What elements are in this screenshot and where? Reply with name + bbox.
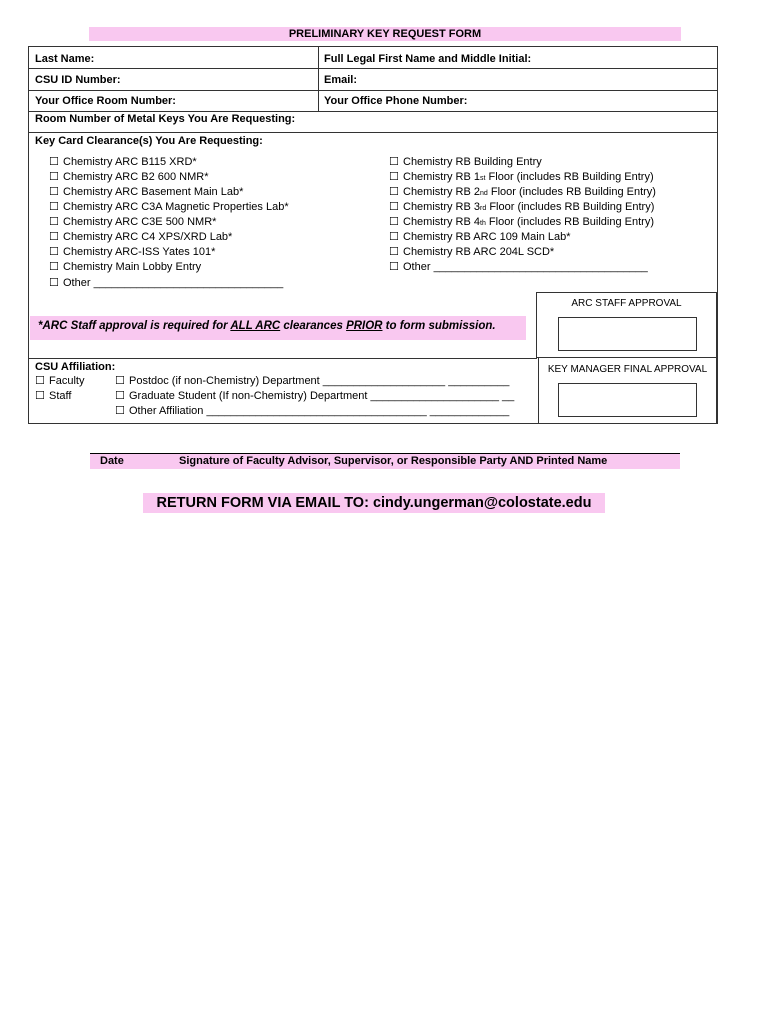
option-rb-entry[interactable]: ☐ Chemistry RB Building Entry: [389, 156, 542, 168]
office-room-label: Your Office Room Number:: [35, 95, 176, 107]
checkbox-icon: ☐: [49, 231, 59, 243]
divider: [29, 132, 717, 133]
checkbox-icon: ☐: [389, 171, 399, 183]
option-rb-arc204[interactable]: ☐ Chemistry RB ARC 204L SCD*: [389, 246, 555, 258]
arc-approval-notice: *ARC Staff approval is required for ALL ARC clearances PRIOR to form submission.: [30, 316, 526, 340]
checkbox-icon: ☐: [389, 186, 399, 198]
option-rb-3rd[interactable]: ☐ Chemistry RB 3rd Floor (includes RB Building Entry): [389, 201, 655, 213]
key-card-label: Key Card Clearance(s) You Are Requesting:: [35, 135, 263, 147]
option-arc-c4[interactable]: ☐ Chemistry ARC C4 XPS/XRD Lab*: [49, 231, 233, 243]
checkbox-icon: ☐: [115, 405, 125, 417]
option-other-affiliation[interactable]: ☐ Other Affiliation ____________________________________ _____________: [115, 405, 510, 417]
checkbox-icon: ☐: [49, 246, 59, 258]
csu-id-label: CSU ID Number:: [35, 74, 121, 86]
affiliation-label: CSU Affiliation:: [35, 361, 116, 373]
office-phone-label: Your Office Phone Number:: [324, 95, 468, 107]
checkbox-icon: ☐: [49, 201, 59, 213]
arc-staff-approval-label: ARC STAFF APPROVAL: [571, 298, 682, 309]
last-name-label: Last Name:: [35, 53, 95, 65]
checkbox-icon: ☐: [115, 390, 125, 402]
checkbox-icon: ☐: [115, 375, 125, 387]
checkbox-icon: ☐: [389, 261, 399, 273]
option-arc-iss[interactable]: ☐ Chemistry ARC-ISS Yates 101*: [49, 246, 216, 258]
checkbox-icon: ☐: [389, 231, 399, 243]
checkbox-icon: ☐: [49, 216, 59, 228]
checkbox-icon: ☐: [389, 246, 399, 258]
option-arc-c3e[interactable]: ☐ Chemistry ARC C3E 500 NMR*: [49, 216, 217, 228]
arc-staff-approval-field[interactable]: [558, 317, 697, 351]
key-manager-approval-box: [538, 358, 717, 424]
checkbox-icon: ☐: [49, 186, 59, 198]
option-arc-b2[interactable]: ☐ Chemistry ARC B2 600 NMR*: [49, 171, 209, 183]
option-arc-basement[interactable]: ☐ Chemistry ARC Basement Main Lab*: [49, 186, 244, 198]
checkbox-icon: ☐: [35, 375, 45, 387]
option-other-left[interactable]: ☐ Other _______________________________: [49, 277, 284, 289]
option-arc-c3a[interactable]: ☐ Chemistry ARC C3A Magnetic Properties Lab*: [49, 201, 289, 213]
divider: [29, 68, 717, 69]
option-other-right[interactable]: ☐ Other ___________________________________: [389, 261, 648, 273]
signature-label: Signature of Faculty Advisor, Supervisor, or Responsible Party AND Printed Name: [179, 455, 608, 467]
checkbox-icon: ☐: [49, 261, 59, 273]
checkbox-icon: ☐: [389, 201, 399, 213]
return-form-instruction: RETURN FORM VIA EMAIL TO: cindy.ungerman@colostate.edu: [143, 493, 605, 513]
date-label: Date: [100, 455, 124, 467]
checkbox-icon: ☐: [35, 390, 45, 402]
option-rb-1st[interactable]: ☐ Chemistry RB 1st Floor (includes RB Building Entry): [389, 171, 654, 183]
option-arc-b115[interactable]: ☐ Chemistry ARC B115 XRD*: [49, 156, 197, 168]
email-label: Email:: [324, 74, 358, 86]
checkbox-icon: ☐: [389, 156, 399, 168]
arc-staff-approval-box: [536, 292, 717, 358]
option-rb-arc109[interactable]: ☐ Chemistry RB ARC 109 Main Lab*: [389, 231, 571, 243]
metal-keys-label: Room Number of Metal Keys You Are Requesting:: [35, 113, 296, 125]
form-title: PRELIMINARY KEY REQUEST FORM: [89, 27, 681, 41]
checkbox-icon: ☐: [389, 216, 399, 228]
divider: [29, 358, 537, 359]
checkbox-icon: ☐: [49, 277, 59, 289]
option-grad-student[interactable]: ☐ Graduate Student (If non-Chemistry) Department _____________________ __: [115, 390, 515, 402]
column-divider: [318, 47, 319, 111]
option-staff[interactable]: ☐ Staff: [35, 390, 72, 402]
key-manager-approval-field[interactable]: [558, 383, 697, 417]
option-faculty[interactable]: ☐ Faculty: [35, 375, 85, 387]
key-manager-approval-label: KEY MANAGER FINAL APPROVAL: [547, 364, 708, 375]
option-rb-4th[interactable]: ☐ Chemistry RB 4th Floor (includes RB Building Entry): [389, 216, 654, 228]
option-postdoc[interactable]: ☐ Postdoc (if non-Chemistry) Department ____________________ __________: [115, 375, 510, 387]
option-main-lobby[interactable]: ☐ Chemistry Main Lobby Entry: [49, 261, 202, 273]
first-name-label: Full Legal First Name and Middle Initial:: [324, 53, 532, 65]
checkbox-icon: ☐: [49, 156, 59, 168]
signature-caption: [90, 454, 680, 469]
checkbox-icon: ☐: [49, 171, 59, 183]
option-rb-2nd[interactable]: ☐ Chemistry RB 2nd Floor (includes RB Building Entry): [389, 186, 656, 198]
divider: [29, 90, 717, 91]
